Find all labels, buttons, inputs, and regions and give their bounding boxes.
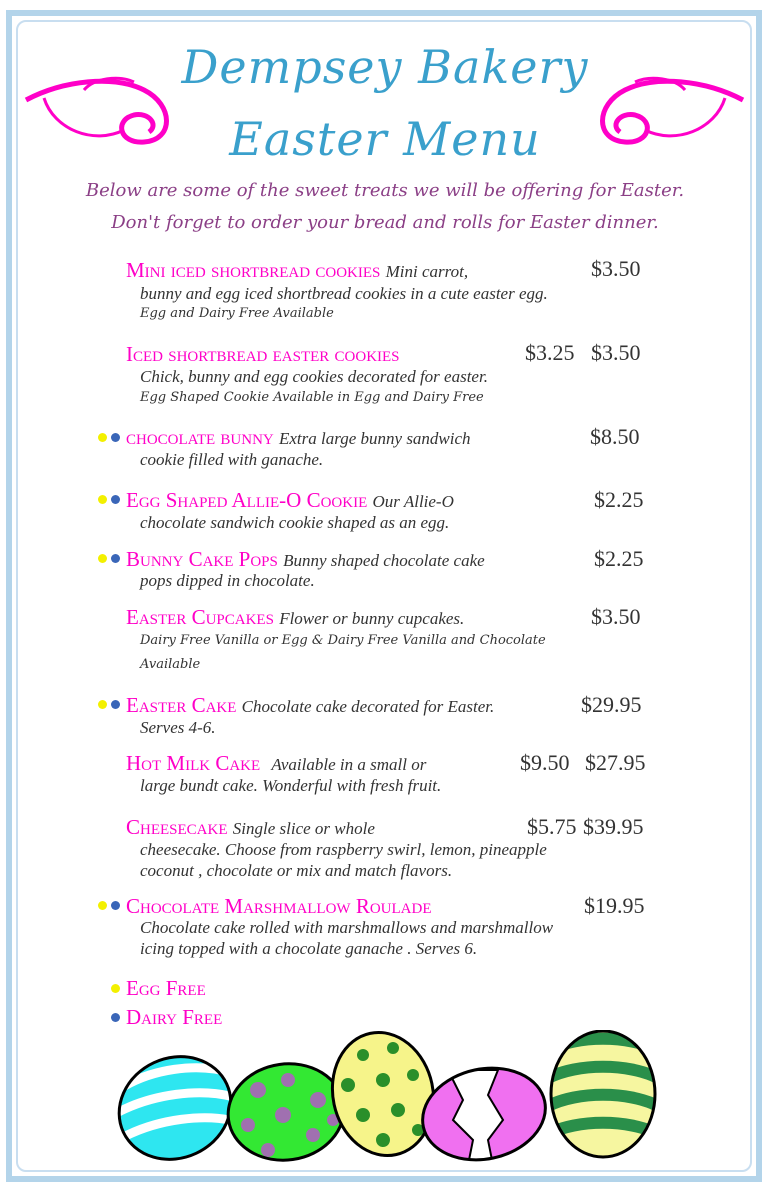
item-price: $39.95 bbox=[583, 814, 644, 839]
dairy-free-dot bbox=[111, 495, 120, 504]
item-price: $2.25 bbox=[594, 487, 644, 512]
item-description: cheesecake. Choose from raspberry swirl, lemon, pineapple bbox=[140, 840, 547, 859]
item-name: Bunny Cake Pops bbox=[126, 547, 278, 571]
item-name: Cheesecake bbox=[126, 815, 228, 839]
item-description: Mini carrot, bbox=[385, 262, 469, 281]
yellow-dotted-egg bbox=[318, 1030, 448, 1164]
intro-line2: Don't forget to order your bread and rolls for Easter dinner. bbox=[111, 212, 659, 233]
item-description: Serves 4-6. bbox=[140, 718, 216, 737]
item-name: Easter Cake bbox=[126, 693, 237, 717]
item-description: chocolate sandwich cookie shaped as an egg. bbox=[140, 513, 450, 532]
item-price: $3.50 bbox=[591, 604, 641, 629]
cyan-striped-egg bbox=[108, 1030, 248, 1164]
menu-title-line1: Dempsey Bakery bbox=[181, 40, 589, 94]
item-description: cookie filled with ganache. bbox=[140, 450, 324, 469]
item-price: $8.50 bbox=[590, 424, 640, 449]
dairy-free-dot bbox=[111, 433, 120, 442]
dairy-free-dot bbox=[111, 901, 120, 910]
item-name: Hot Milk Cake bbox=[126, 751, 261, 775]
item-description: Chocolate cake decorated for Easter. bbox=[241, 697, 495, 716]
item-description: Our Allie-O bbox=[372, 492, 454, 511]
item-note: Dairy Free Vanilla or Egg & Dairy Free Vanilla and Chocolate bbox=[140, 633, 546, 648]
item-description: coconut , chocolate or mix and match flavors. bbox=[140, 861, 453, 880]
item-description: bunny and egg iced shortbread cookies in a cute easter egg. bbox=[140, 284, 548, 303]
item-price: $3.50 bbox=[591, 340, 641, 365]
item-description: Chocolate cake rolled with marshmallows and marshmallow bbox=[140, 918, 554, 937]
item-price: $3.50 bbox=[591, 256, 641, 281]
item-description: Available in a small or bbox=[271, 755, 427, 774]
dairy-free-legend-label: Dairy Free bbox=[126, 1005, 223, 1029]
item-name: Egg Shaped Allie-O Cookie bbox=[126, 488, 368, 512]
item-name: chocolate bunny bbox=[126, 425, 274, 449]
item-price: $19.95 bbox=[584, 893, 645, 918]
item-price: $29.95 bbox=[581, 692, 642, 717]
item-description: icing topped with a chocolate ganache . Serves 6. bbox=[140, 939, 478, 958]
egg-free-legend-dot bbox=[111, 984, 120, 993]
item-name: Mini iced shortbread cookies bbox=[126, 258, 381, 282]
item-description: large bundt cake. Wonderful with fresh fruit. bbox=[140, 776, 442, 795]
intro-line1: Below are some of the sweet treats we will be offering for Easter. bbox=[85, 180, 685, 201]
item-price-small: $9.50 bbox=[520, 750, 570, 775]
egg-free-dot bbox=[98, 433, 107, 442]
item-price-small: $3.25 bbox=[525, 340, 575, 365]
item-note-cont: Available bbox=[140, 657, 201, 672]
egg-free-dot bbox=[98, 700, 107, 709]
easter-eggs-illustration bbox=[108, 1030, 668, 1164]
egg-free-dot bbox=[98, 901, 107, 910]
item-name: Easter Cupcakes bbox=[126, 605, 274, 629]
menu-title-line2: Easter Menu bbox=[229, 112, 541, 166]
item-price-small: $5.75 bbox=[527, 814, 577, 839]
item-note: Egg and Dairy Free Available bbox=[140, 306, 334, 321]
item-description: Flower or bunny cupcakes. bbox=[279, 609, 465, 628]
item-description: Bunny shaped chocolate cake bbox=[283, 551, 485, 570]
item-name: Chocolate Marshmallow Roulade bbox=[126, 894, 432, 918]
item-price: $27.95 bbox=[585, 750, 646, 775]
egg-free-dot bbox=[98, 495, 107, 504]
egg-free-dot bbox=[98, 554, 107, 563]
egg-free-legend-label: Egg Free bbox=[126, 976, 206, 1000]
item-name: Iced shortbread easter cookies bbox=[126, 342, 400, 366]
item-price: $2.25 bbox=[594, 546, 644, 571]
dairy-free-legend-dot bbox=[111, 1013, 120, 1022]
item-description: pops dipped in chocolate. bbox=[140, 571, 315, 590]
dairy-free-dot bbox=[111, 554, 120, 563]
item-description: Single slice or whole bbox=[232, 819, 375, 838]
item-description: Extra large bunny sandwich bbox=[279, 429, 471, 448]
item-description: Chick, bunny and egg cookies decorated for easter. bbox=[140, 367, 488, 386]
item-note: Egg Shaped Cookie Available in Egg and Dairy Free bbox=[140, 390, 484, 405]
dairy-free-dot bbox=[111, 700, 120, 709]
